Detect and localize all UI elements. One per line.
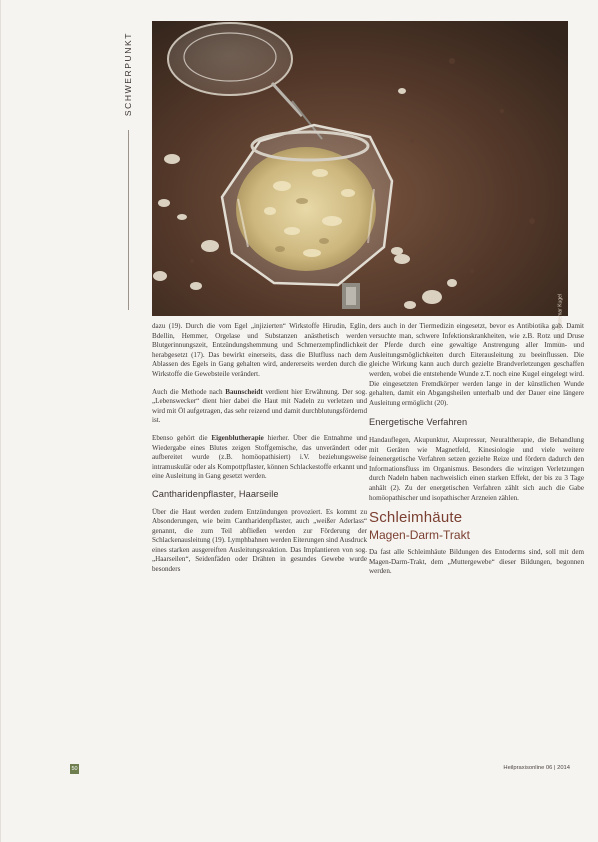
section-label-text: SCHWERPUNKT [123,31,133,117]
left-paragraph-3-rest: hierher. Über die Entnahme und Wiedergabe eines Blutes zeigen Stoffgemische, das unverändert oder aufbereitet wurde (z.B. homöopathisiert) i.V. beziehungsweise intramuskulär oder als Kompottpflaster, können Schlackestoffe erkannt und eine Ausleitung in Gang gesetzt werden. [152,433,367,481]
left-paragraph-3 [152,434,367,482]
left-paragraph-3-lead: Ebenso gehört die [152,433,212,442]
right-paragraph-2: Handauflegen, Akupunktur, Akupressur, Neuraltherapie, die Behandlung mit Geräten wie Magnetfeld, Kinesiologie und viele weitere feinenergetische Verfahren setzen gezielte Reize und fördern dadurch den Informationsfluss im Organismus. Besonders die winzigen Verletzungen durch Nadeln haben nachweislich einen starken Effekt, der bis zu 3 Tage anhält (2). Zu der energetischen Verfahren zählt sich auch die Gabe homöopathischer und isopathischer Arzneien zählen. [369,435,584,502]
jar-photo [152,21,568,344]
page-number: 50 [71,766,78,772]
heading-cantharidin: Cantharidenpflaster, Haarseile [152,488,279,499]
right-column [369,322,584,585]
right-paragraph-1: ders auch in der Tiermedizin eingesetzt, bevor es Antibiotika gab. Damit versuchte man, schwere Infektionskrankheiten, wie z.B. Rotz und Druse der Pferde durch eine gewaltige Anstrengung aller Immun- und Ausleitungsmöglichkeiten durch Eiterausleitung zu beeinflussen. Die gleiche Wirkung kann auch durch gezielte Brandverletzungen geschaffen werden, wobei die entstehende Wunde z.T. noch eine Kugel eingelegt wird. Die eingesetzten Fremdkörper werden lange in der künstlichen Wunde gehalten, damit ein Abgangsheilen unterhalb und der Dauer eine längere Ausleitung ermöglicht (20). [369,322,584,407]
journal-footer: Heilpraxisonline 06 | 2014 [503,765,570,771]
jar-illustration [152,21,568,316]
left-column [152,322,367,583]
section-label [118,22,138,126]
left-paragraph-2-rest: verdient hier Erwähnung. Der sog. „Lebenswecker“ dient hier dabei die Haut mit Nadeln zu verletzen und wird mit Öl aufgetragen, das sehr reizend und damit durchblutungsfördernd ist. [152,387,368,425]
left-paragraph-2 [152,388,367,426]
section-rule [128,130,129,310]
right-paragraph-3: Da fast alle Schleimhäute Bildungen des Entoderms sind, soll mit dem Magen-Darm-Trakt, dem „Muttergewebe“ dieser Bildungen, begonnen werden. [369,548,584,576]
left-paragraph-4: Über die Haut werden zudem Entzündungen provoziert. Es kommt zu Absonderungen, wie beim Cantharidenpflaster, auch „weißer Aderlass“ genannt, die zum Teil abfließen werden zur Förderung der Schlackenausleitung (19). Lymphbahnen werden Eiterungen sind Ausdruck eines starken ausgereiften Ausleitungsreaktion. Das Implantieren von sog. „Haarseilen“, Seidenfäden oder Drähten in gesundes Gewebe wurde besonders [152,507,367,574]
photo-credit: Foto: Waldemar Kugel [558,294,564,344]
left-paragraph-2-lead: Auch die Methode nach [152,387,226,396]
term-baunscheidt: Baunscheidt [225,387,263,396]
heading-energetic: Energetische Verfahren [369,417,468,428]
heading-gi-tract: Magen-Darm-Trakt [369,527,470,542]
heading-mucosa: Schleimhäute [369,509,463,527]
term-eigenblut: Eigenblutherapie [211,433,264,442]
left-paragraph-1: dazu (19). Durch die vom Egel „injizierten“ Wirkstoffe Hirudin, Eglin, Bdellin, Hemmer, Orgelase und Substanzen anästhetisch werden Blutgerinnungszeit, Entzündungshemmung und Schmerzempfindlichkeit herabgesetzt (17). Das bewirkt einerseits, dass die Blutfluss nach dem Ablassen des Egels in Gang gehalten wird, andererseits werden durch die Wirkstoffe die Gewebsteile verändert. [152,322,367,378]
